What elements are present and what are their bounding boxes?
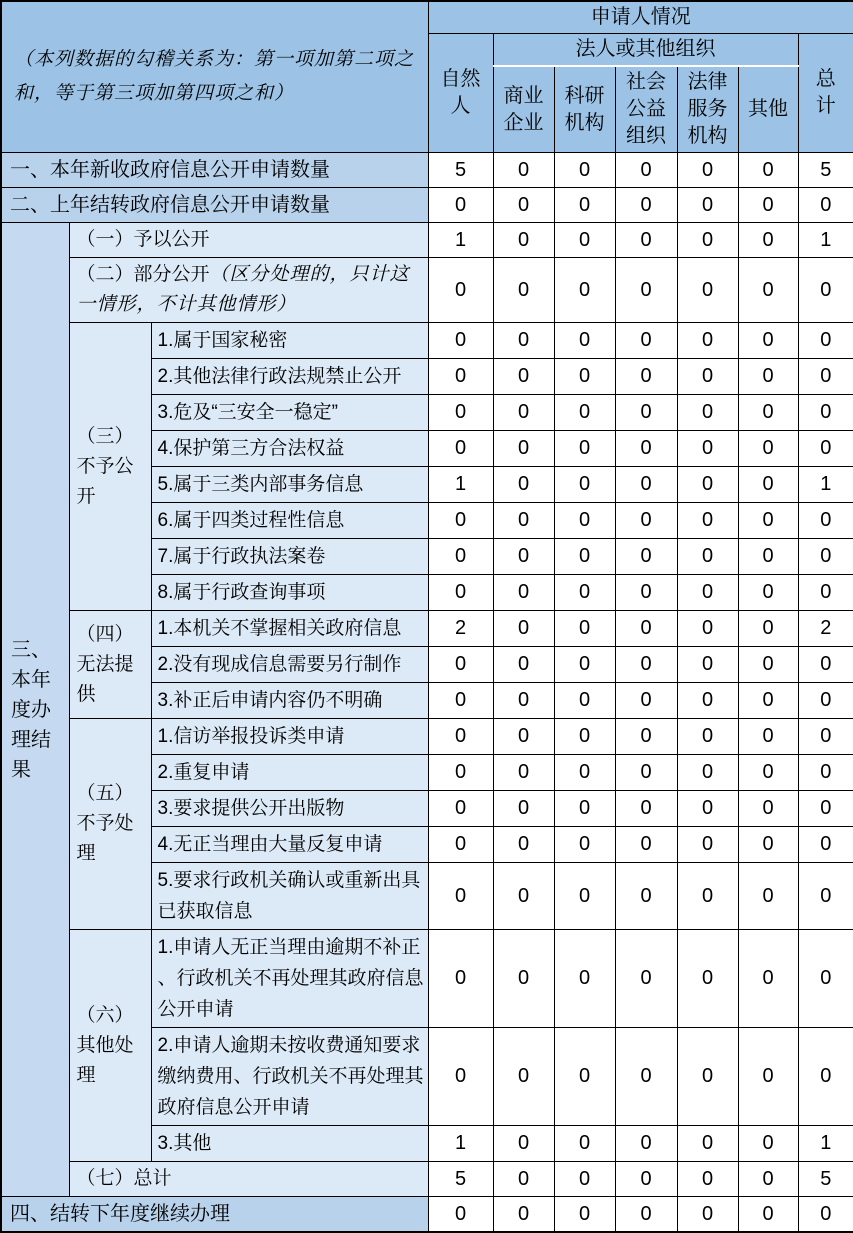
item-label-enforcement-files: 7.属于行政执法案卷 <box>151 539 428 575</box>
value-cell: 0 <box>738 827 798 863</box>
value-cell: 0 <box>554 791 615 827</box>
item-label-internal-affairs: 5.属于三类内部事务信息 <box>151 467 428 503</box>
value-cell: 0 <box>493 755 554 791</box>
value-cell: 0 <box>615 359 677 395</box>
value-cell: 0 <box>738 153 798 188</box>
header-applicant-situation: 申请人情况 <box>428 1 853 34</box>
value-cell: 0 <box>554 539 615 575</box>
value-cell: 0 <box>738 188 798 223</box>
value-cell: 0 <box>798 359 853 395</box>
value-cell: 0 <box>677 683 738 719</box>
col-header-natural-person: 自然人 <box>428 34 493 153</box>
value-cell: 0 <box>428 323 493 359</box>
item-label-third-party-rights: 4.保护第三方合法权益 <box>151 431 428 467</box>
value-cell: 0 <box>677 1028 738 1126</box>
item-label-admin-query: 8.属于行政查询事项 <box>151 575 428 611</box>
value-cell: 0 <box>798 539 853 575</box>
group-label-subtotal: （七）总计 <box>69 1162 428 1197</box>
value-cell: 0 <box>428 1028 493 1126</box>
value-cell: 0 <box>554 323 615 359</box>
value-cell: 0 <box>677 1126 738 1162</box>
group-label-made-public: （一）予以公开 <box>69 223 428 258</box>
value-cell: 0 <box>615 1197 677 1233</box>
value-cell: 0 <box>493 153 554 188</box>
value-cell: 0 <box>428 575 493 611</box>
value-cell: 0 <box>615 683 677 719</box>
row-label-new-received: 一、本年新收政府信息公开申请数量 <box>1 153 428 188</box>
value-cell: 0 <box>615 827 677 863</box>
value-cell: 0 <box>493 647 554 683</box>
value-cell: 1 <box>798 1126 853 1162</box>
value-cell: 0 <box>677 1197 738 1233</box>
value-cell: 0 <box>738 930 798 1028</box>
value-cell: 0 <box>738 1162 798 1197</box>
value-cell: 0 <box>615 575 677 611</box>
value-cell: 0 <box>738 467 798 503</box>
value-cell: 5 <box>798 153 853 188</box>
value-cell: 0 <box>428 683 493 719</box>
value-cell: 0 <box>738 647 798 683</box>
value-cell: 0 <box>554 258 615 323</box>
value-cell: 0 <box>493 258 554 323</box>
value-cell: 0 <box>798 431 853 467</box>
item-label-process-info: 6.属于四类过程性信息 <box>151 503 428 539</box>
value-cell: 0 <box>493 1197 554 1233</box>
value-cell: 0 <box>798 188 853 223</box>
value-cell: 0 <box>615 791 677 827</box>
value-cell: 0 <box>554 431 615 467</box>
value-cell: 0 <box>677 503 738 539</box>
value-cell: 0 <box>428 359 493 395</box>
item-label-petition-complaint: 1.信访举报投诉类申请 <box>151 719 428 755</box>
item-label-other: 3.其他 <box>151 1126 428 1162</box>
value-cell: 0 <box>677 827 738 863</box>
item-label-overdue-no-correction: 1.申请人无正当理由逾期不补正、行政机关不再处理其政府信息公开申请 <box>151 930 428 1028</box>
value-cell: 0 <box>493 827 554 863</box>
value-cell: 0 <box>493 1162 554 1197</box>
value-cell: 2 <box>428 611 493 647</box>
value-cell: 0 <box>493 467 554 503</box>
value-cell: 0 <box>738 395 798 431</box>
value-cell: 0 <box>428 719 493 755</box>
value-cell: 0 <box>428 755 493 791</box>
value-cell: 0 <box>677 467 738 503</box>
value-cell: 0 <box>798 683 853 719</box>
value-cell: 0 <box>738 611 798 647</box>
item-label-law-forbidden: 2.其他法律行政法规禁止公开 <box>151 359 428 395</box>
value-cell: 0 <box>493 395 554 431</box>
value-cell: 0 <box>615 1126 677 1162</box>
value-cell: 0 <box>615 323 677 359</box>
value-cell: 0 <box>493 188 554 223</box>
value-cell: 0 <box>615 503 677 539</box>
value-cell: 0 <box>493 611 554 647</box>
item-label-reconfirm-info: 5.要求行政机关确认或重新出具已获取信息 <box>151 863 428 930</box>
value-cell: 0 <box>493 503 554 539</box>
value-cell: 0 <box>677 575 738 611</box>
value-cell: 0 <box>615 153 677 188</box>
value-cell: 5 <box>798 1162 853 1197</box>
value-cell: 1 <box>798 223 853 258</box>
value-cell: 0 <box>615 188 677 223</box>
value-cell: 0 <box>615 395 677 431</box>
col-header-research-institution: 科研机构 <box>554 66 615 153</box>
item-label-repeat-application: 2.重复申请 <box>151 755 428 791</box>
value-cell: 0 <box>615 431 677 467</box>
value-cell: 0 <box>798 1028 853 1126</box>
value-cell: 0 <box>677 258 738 323</box>
value-cell: 0 <box>554 153 615 188</box>
value-cell: 0 <box>554 930 615 1028</box>
group-label-text: （二）部分公开 <box>76 264 210 285</box>
value-cell: 0 <box>738 1126 798 1162</box>
value-cell: 0 <box>554 188 615 223</box>
value-cell: 0 <box>677 323 738 359</box>
value-cell: 0 <box>554 395 615 431</box>
value-cell: 0 <box>738 575 798 611</box>
value-cell: 0 <box>493 1126 554 1162</box>
value-cell: 0 <box>615 539 677 575</box>
value-cell: 0 <box>798 323 853 359</box>
value-cell: 0 <box>798 930 853 1028</box>
group-label-not-processed: （五）不予处理 <box>69 719 151 930</box>
value-cell: 0 <box>493 431 554 467</box>
value-cell: 0 <box>554 359 615 395</box>
value-cell: 0 <box>428 395 493 431</box>
group-label-partially-public <box>69 258 428 323</box>
value-cell: 0 <box>677 719 738 755</box>
value-cell: 0 <box>493 683 554 719</box>
value-cell: 0 <box>554 467 615 503</box>
value-cell: 0 <box>677 755 738 791</box>
value-cell: 0 <box>554 683 615 719</box>
value-cell: 0 <box>738 863 798 930</box>
value-cell: 0 <box>493 323 554 359</box>
group-label-not-public: （三）不予公开 <box>69 323 151 611</box>
col-header-legal-or-other-org: 法人或其他组织 <box>493 34 798 67</box>
value-cell: 0 <box>738 503 798 539</box>
value-cell: 0 <box>554 1162 615 1197</box>
col-header-social-welfare-org: 社会公益组织 <box>615 66 677 153</box>
row-label-next-year: 四、结转下年度继续办理 <box>1 1197 428 1233</box>
value-cell: 0 <box>798 863 853 930</box>
value-cell: 0 <box>554 755 615 791</box>
row-label-carried-over: 二、上年结转政府信息公开申请数量 <box>1 188 428 223</box>
value-cell: 0 <box>615 611 677 647</box>
value-cell: 0 <box>493 359 554 395</box>
value-cell: 0 <box>677 1162 738 1197</box>
value-cell: 0 <box>738 719 798 755</box>
value-cell: 0 <box>493 575 554 611</box>
value-cell: 0 <box>493 930 554 1028</box>
value-cell: 1 <box>798 467 853 503</box>
value-cell: 0 <box>493 1028 554 1126</box>
value-cell: 0 <box>615 647 677 683</box>
item-label-public-publication: 3.要求提供公开出版物 <box>151 791 428 827</box>
item-label-state-secret: 1.属于国家秘密 <box>151 323 428 359</box>
value-cell: 0 <box>554 611 615 647</box>
value-cell: 0 <box>428 1197 493 1233</box>
value-cell: 0 <box>738 359 798 395</box>
value-cell: 0 <box>554 575 615 611</box>
reconciliation-note: （本列数据的勾稽关系为：第一项加第二项之和，等于第三项加第四项之和） <box>1 1 428 153</box>
value-cell: 0 <box>798 827 853 863</box>
value-cell: 0 <box>493 719 554 755</box>
value-cell: 0 <box>677 647 738 683</box>
value-cell: 0 <box>493 791 554 827</box>
item-label-endanger-stability: 3.危及“三安全一稳定” <box>151 395 428 431</box>
col-header-business-enterprise: 商业企业 <box>493 66 554 153</box>
col-header-other: 其他 <box>738 66 798 153</box>
value-cell: 0 <box>738 683 798 719</box>
item-label-needs-creation: 2.没有现成信息需要另行制作 <box>151 647 428 683</box>
col-header-total: 总计 <box>798 34 853 153</box>
value-cell: 0 <box>493 539 554 575</box>
value-cell: 0 <box>798 719 853 755</box>
item-label-mass-repeat: 4.无正当理由大量反复申请 <box>151 827 428 863</box>
value-cell: 0 <box>615 930 677 1028</box>
group-label-unable-to-provide: （四）无法提供 <box>69 611 151 719</box>
value-cell: 0 <box>428 503 493 539</box>
value-cell: 0 <box>798 258 853 323</box>
value-cell: 0 <box>554 1197 615 1233</box>
value-cell: 0 <box>677 611 738 647</box>
value-cell: 0 <box>554 827 615 863</box>
value-cell: 0 <box>677 791 738 827</box>
value-cell: 0 <box>738 755 798 791</box>
value-cell: 0 <box>738 431 798 467</box>
value-cell: 0 <box>798 575 853 611</box>
value-cell: 0 <box>798 791 853 827</box>
value-cell: 2 <box>798 611 853 647</box>
value-cell: 0 <box>554 1126 615 1162</box>
value-cell: 0 <box>677 153 738 188</box>
value-cell: 0 <box>615 467 677 503</box>
value-cell: 0 <box>798 647 853 683</box>
value-cell: 0 <box>428 431 493 467</box>
value-cell: 0 <box>738 1197 798 1233</box>
value-cell: 0 <box>554 503 615 539</box>
value-cell: 0 <box>677 359 738 395</box>
value-cell: 0 <box>738 1028 798 1126</box>
value-cell: 0 <box>615 719 677 755</box>
value-cell: 0 <box>615 755 677 791</box>
value-cell: 0 <box>428 827 493 863</box>
value-cell: 0 <box>554 223 615 258</box>
value-cell: 0 <box>615 223 677 258</box>
value-cell: 0 <box>738 539 798 575</box>
value-cell: 0 <box>428 791 493 827</box>
value-cell: 0 <box>554 719 615 755</box>
value-cell: 0 <box>677 863 738 930</box>
value-cell: 1 <box>428 467 493 503</box>
item-label-not-held: 1.本机关不掌握相关政府信息 <box>151 611 428 647</box>
item-label-still-unclear: 3.补正后申请内容仍不明确 <box>151 683 428 719</box>
value-cell: 0 <box>677 930 738 1028</box>
value-cell: 0 <box>493 863 554 930</box>
value-cell: 0 <box>738 791 798 827</box>
value-cell: 0 <box>428 863 493 930</box>
value-cell: 5 <box>428 153 493 188</box>
value-cell: 0 <box>493 223 554 258</box>
section-label-annual-results: 三、本年度办理结果 <box>1 223 69 1197</box>
group-label-other-handling: （六）其他处理 <box>69 930 151 1162</box>
value-cell: 0 <box>554 647 615 683</box>
value-cell: 0 <box>428 647 493 683</box>
col-header-legal-service-org: 法律服务机构 <box>677 66 738 153</box>
value-cell: 0 <box>677 188 738 223</box>
value-cell: 5 <box>428 1162 493 1197</box>
group-label-note: （区分处理的，只计这一情形，不计其他情形） <box>76 264 410 315</box>
value-cell: 0 <box>428 188 493 223</box>
value-cell: 0 <box>677 223 738 258</box>
value-cell: 0 <box>677 395 738 431</box>
value-cell: 0 <box>615 863 677 930</box>
value-cell: 0 <box>615 1028 677 1126</box>
value-cell: 0 <box>738 223 798 258</box>
value-cell: 0 <box>738 323 798 359</box>
value-cell: 0 <box>554 1028 615 1126</box>
value-cell: 0 <box>428 539 493 575</box>
value-cell: 0 <box>554 863 615 930</box>
value-cell: 0 <box>615 258 677 323</box>
value-cell: 0 <box>798 395 853 431</box>
item-label-overdue-no-payment: 2.申请人逾期未按收费通知要求缴纳费用、行政机关不再处理其政府信息公开申请 <box>151 1028 428 1126</box>
value-cell: 0 <box>798 755 853 791</box>
value-cell: 1 <box>428 223 493 258</box>
value-cell: 0 <box>677 539 738 575</box>
value-cell: 1 <box>428 1126 493 1162</box>
value-cell: 0 <box>428 930 493 1028</box>
value-cell: 0 <box>798 503 853 539</box>
value-cell: 0 <box>677 431 738 467</box>
value-cell: 0 <box>428 258 493 323</box>
value-cell: 0 <box>798 1197 853 1233</box>
value-cell: 0 <box>738 258 798 323</box>
value-cell: 0 <box>615 1162 677 1197</box>
